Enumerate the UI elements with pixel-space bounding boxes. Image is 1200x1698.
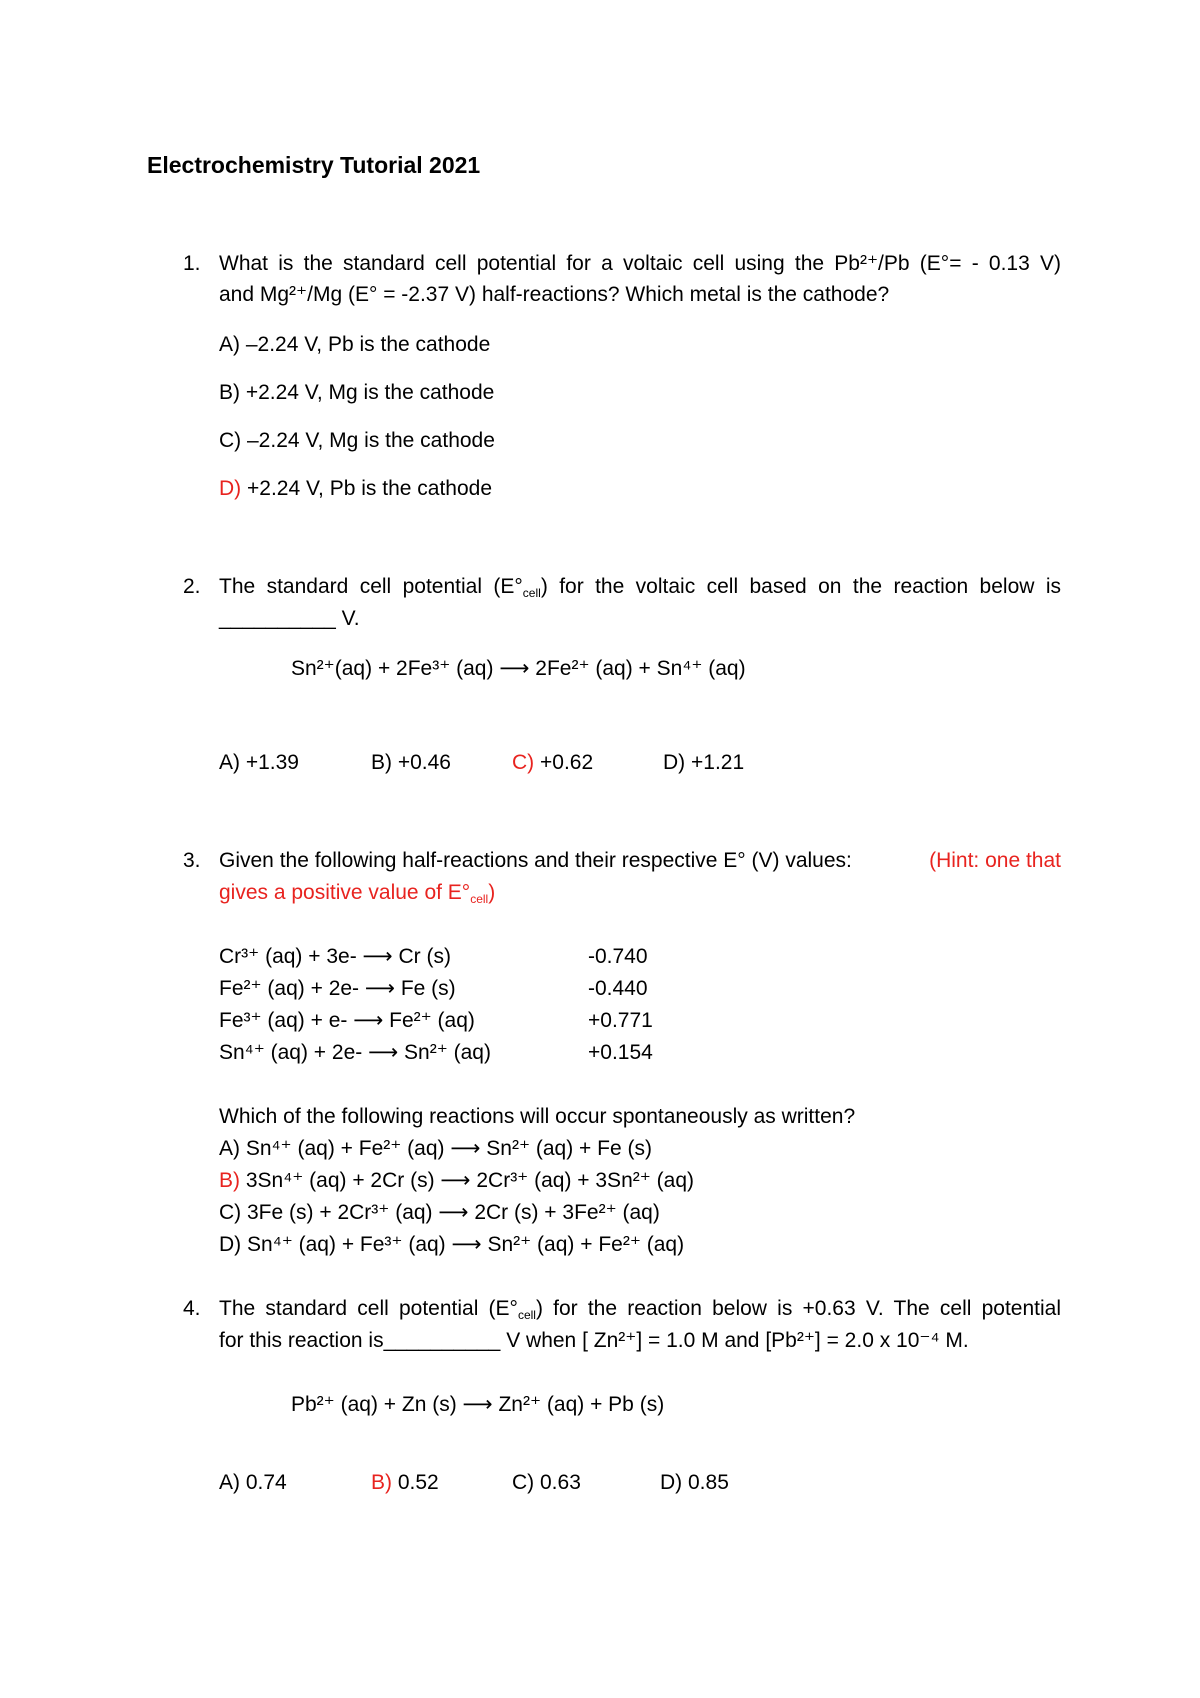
q1-option-c: [219, 428, 495, 454]
q3-option-b: B) 3Sn⁴⁺ (aq) + 2Cr (s) ⟶ 2Cr³⁺ (aq) + 3Sn²⁺ (aq): [219, 1169, 695, 1192]
q1-option-d: [219, 476, 492, 502]
q2-option-d: D) +1.21: [663, 751, 745, 774]
option-text: +2.24 V, Pb is the cathode: [241, 477, 493, 500]
q4-text-line1: The standard cell potential $(E^\circ_{cell})$ for the reaction below is +0.63 V. The cell potential: [219, 1297, 1061, 1322]
q1-text-line1: What is the standard cell potential for a voltaic cell using the Pb²⁺/Pb (E°= - 0.13 V): [219, 252, 1061, 275]
half-reaction-fe2-value: -0.440: [588, 977, 648, 1000]
option-letter: A): [219, 333, 240, 356]
document-title: Electrochemistry Tutorial 2021: [147, 152, 481, 178]
option-text: –2.24 V, Mg is the cathode: [241, 429, 495, 452]
half-reaction-sn: Sn⁴⁺ (aq) + 2e- ⟶ Sn²⁺ (aq): [219, 1041, 491, 1064]
q1-option-b: [219, 380, 494, 406]
q4-option-a: A) 0.74: [219, 1471, 287, 1494]
correct-answer-letter: B): [371, 1471, 392, 1494]
half-reaction-sn-value: +0.154: [588, 1041, 653, 1064]
option-text: +2.24 V, Mg is the cathode: [240, 381, 495, 404]
q2-number: 2.: [183, 575, 201, 598]
option-text: –2.24 V, Pb is the cathode: [240, 333, 491, 356]
q3-option-a: A) Sn⁴⁺ (aq) + Fe²⁺ (aq) ⟶ Sn²⁺ (aq) + Fe (s): [219, 1137, 652, 1160]
half-reaction-cr-value: -0.740: [588, 945, 648, 968]
half-reaction-cr: Cr³⁺ (aq) + 3e- ⟶ Cr (s): [219, 945, 451, 968]
correct-answer-letter: C): [512, 751, 535, 774]
q4-option-d: D) 0.85: [660, 1471, 729, 1494]
q2-equation: Sn²⁺(aq) + 2Fe³⁺ (aq) ⟶ 2Fe²⁺ (aq) + Sn⁴⁺ (aq): [291, 657, 746, 680]
q2-option-a: A) +1.39: [219, 751, 299, 774]
q3-number: 3.: [183, 849, 201, 872]
half-reaction-fe3: Fe³⁺ (aq) + e- ⟶ Fe²⁺ (aq): [219, 1009, 475, 1032]
q3-question: Which of the following reactions will occur spontaneously as written?: [219, 1105, 856, 1128]
half-reaction-fe3-value: +0.771: [588, 1009, 653, 1032]
q3-option-d: D) Sn⁴⁺ (aq) + Fe³⁺ (aq) ⟶ Sn²⁺ (aq) + Fe²⁺ (aq): [219, 1233, 685, 1256]
correct-answer-letter: B): [219, 1169, 240, 1192]
option-letter: C): [219, 429, 242, 452]
q3-hint-part1: (Hint: one that: [929, 849, 1061, 872]
option-letter: B): [219, 381, 240, 404]
q4-number: 4.: [183, 1297, 201, 1320]
q4-option-b: B) 0.52: [371, 1471, 439, 1494]
q4-text-line2: for this reaction is__________ V when [ Zn²⁺] = 1.0 M and [Pb²⁺] = 2.0 x 10⁻⁴ M.: [219, 1329, 969, 1352]
q3-text-line1: Given the following half-reactions and their respective E° (V) values: (Hint: one that: [219, 849, 1061, 872]
half-reaction-fe2: Fe²⁺ (aq) + 2e- ⟶ Fe (s): [219, 977, 456, 1000]
q1-option-a: [219, 332, 490, 358]
q4-equation: Pb²⁺ (aq) + Zn (s) ⟶ Zn²⁺ (aq) + Pb (s): [291, 1393, 665, 1416]
q1-number: 1.: [183, 252, 201, 275]
q2-text-line2: __________ V.: [219, 607, 360, 630]
q1-text-line2: and Mg²⁺/Mg (E° = -2.37 V) half-reactions? Which metal is the cathode?: [219, 283, 890, 306]
q2-option-b: B) +0.46: [371, 751, 451, 774]
q2-text-line1: The standard cell potential $(E^\circ_{cell})$ for the voltaic cell based on the reaction below is: [219, 575, 1061, 600]
q3-hint-part2: gives a positive value of $E^\circ_{cell}$): [219, 881, 496, 906]
q3-option-c: C) 3Fe (s) + 2Cr³⁺ (aq) ⟶ 2Cr (s) + 3Fe²⁺ (aq): [219, 1201, 660, 1224]
correct-answer-letter: D): [219, 477, 242, 500]
q2-option-c: C) +0.62: [512, 751, 594, 774]
q4-option-c: C) 0.63: [512, 1471, 581, 1494]
